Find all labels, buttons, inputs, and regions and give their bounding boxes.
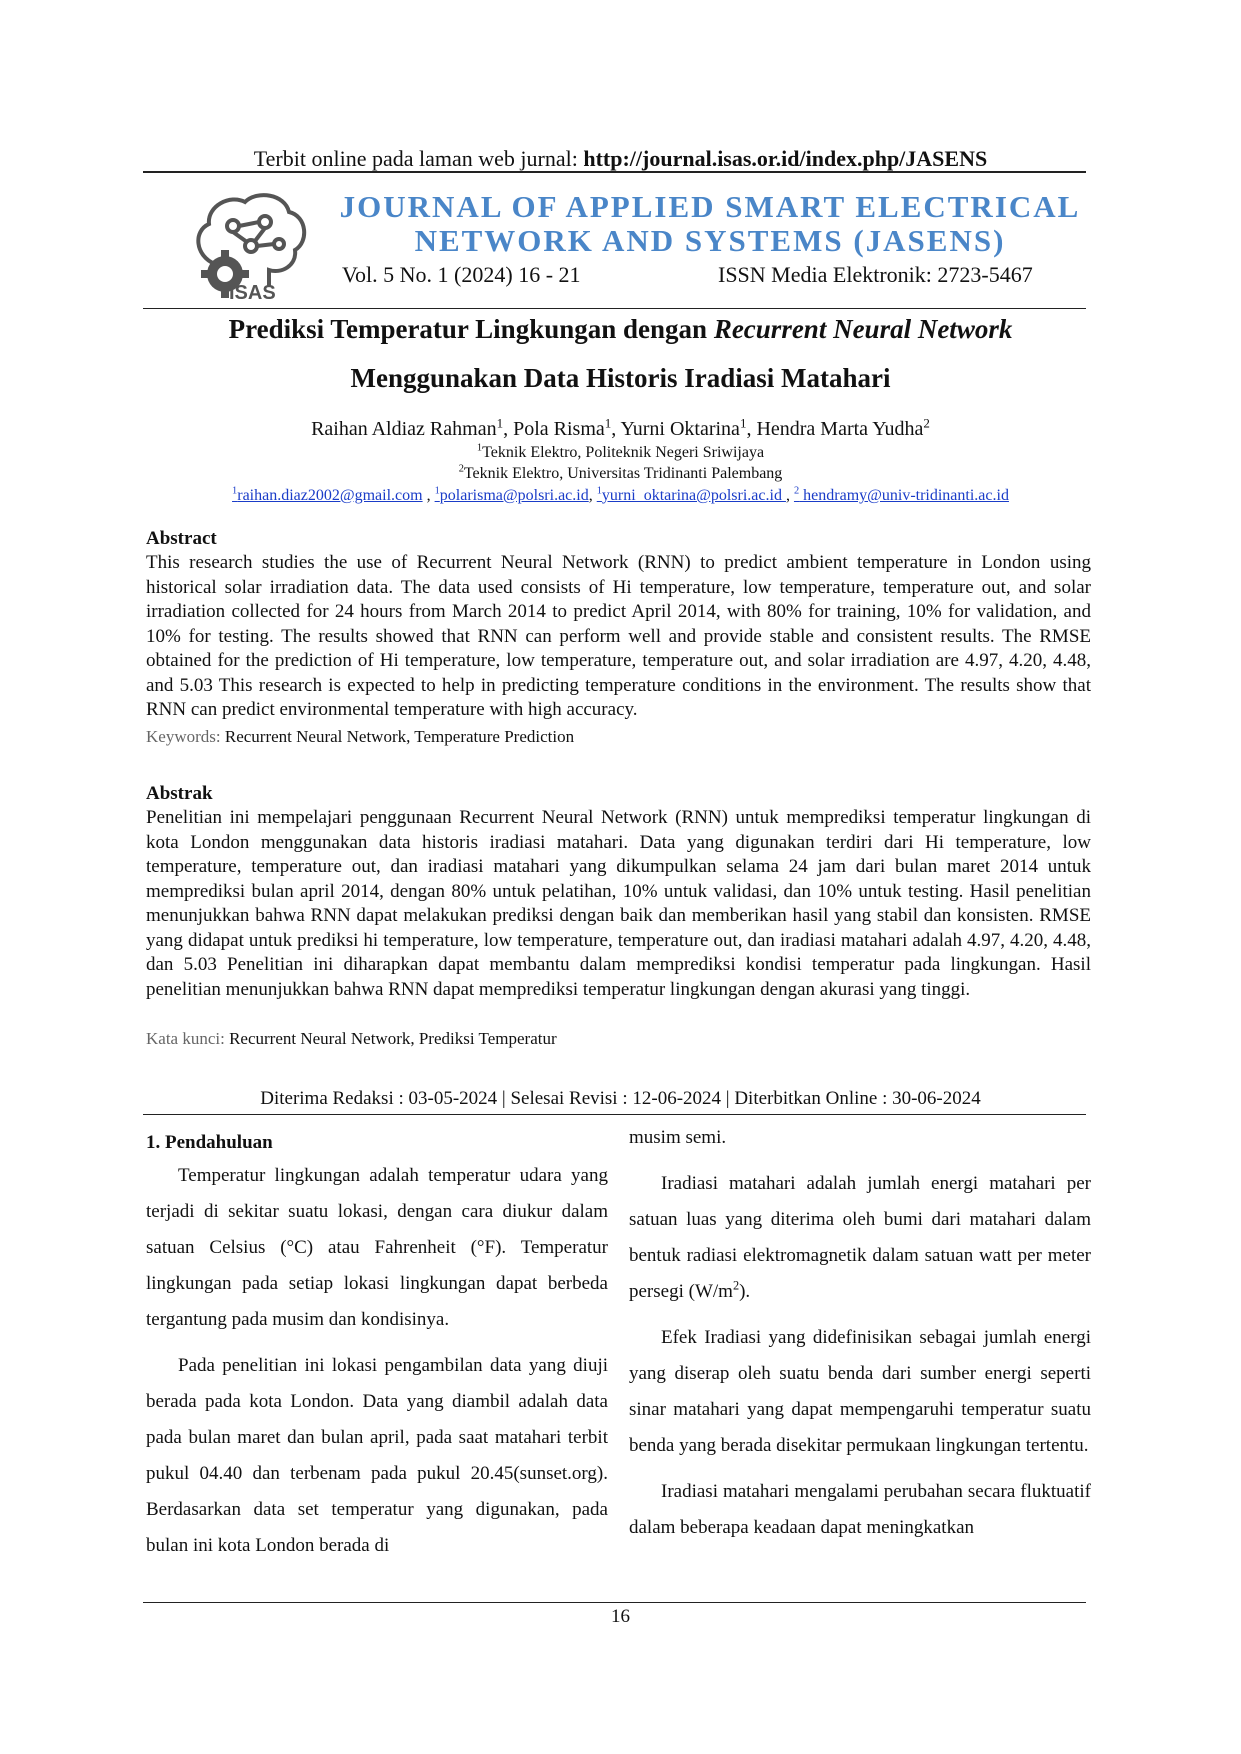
email-link[interactable] [794,487,1009,504]
affiliation-text: Teknik Elektro, Universitas Tridinanti Palembang [463,465,783,482]
paper-title-line1 [0,314,1241,345]
footer-rule [143,1602,1086,1603]
section-heading: 1. Pendahuluan [146,1132,273,1153]
journal-url[interactable]: http://journal.isas.or.id/index.php/JASENS [583,146,988,171]
logo-text: ISAS [229,282,276,304]
body-paragraph: Efek Iradiasi yang didefinisikan sebagai jumlah energi yang diserap oleh suatu benda dari sumber energi seperti sinar matahari yang dapat mempengaruhi temperatur suatu benda yang berada disekitar permukaan lingkungan tertentu. [629,1327,1091,1456]
body-paragraph [629,1166,1091,1310]
affiliation-text: Teknik Elektro, Politeknik Negeri Sriwijaya [482,444,765,461]
email-text: polarisma@polsri.ac.id [439,487,589,504]
masthead-rule [143,308,1086,309]
journal-title-line2: NETWORK AND SYSTEMS (JASENS) [414,223,1006,258]
paper-title-line2: Menggunakan Data Historis Iradiasi Matahari [350,363,891,393]
email-link[interactable] [435,487,589,504]
body-paragraph: Iradiasi matahari mengalami perubahan secara fluktuatif dalam beberapa keadaan dapat meningkatkan [629,1481,1091,1538]
email-sup: 2 [793,485,800,497]
keywords [146,727,574,747]
paper-title-plain: Prediksi Temperatur Lingkungan dengan [228,314,714,344]
affiliation-2 [0,465,1241,483]
abstrak-body: Penelitian ini mempelajari penggunaan Recurrent Neural Network (RNN) untuk memprediksi temperatur lingkungan di kota London menggunakan data historis iradiasi matahari. Data yang digunakan terdiri dari Hi temperature, low temperature, temperature out, dan iradiasi matahari yang dikumpulkan selama 24 jam dari bulan maret 2014 untuk memprediksi bulan april 2014, dengan 80% untuk pelatihan, 10% untuk validasi, dan 10% untuk testing. Hasil penelitian menunjukkan bahwa RNN dapat melakukan prediksi dengan baik dan memberikan hasil yang stabil dan konsisten. RMSE yang didapat untuk prediksi hi temperature, low temperature, temperature out, dan iradiasi matahari adalah 4.97, 4.20, 4.48, dan 5.03 Penelitian ini diharapkan dapat membantu dalam memprediksi kondisi temperatur pada lingkungan. Hasil penelitian menunjukkan bahwa RNN dapat memprediksi temperatur lingkungan dengan akurasi yang tinggi. [146,807,1091,1000]
author-sup: 1 [604,415,612,431]
email-separator: , [785,487,794,504]
email-sup: 1 [232,485,238,497]
email-sup: 1 [596,485,602,497]
paper-title-italic: Recurrent Neural Network [713,314,1013,344]
dates-rule [143,1114,1086,1115]
header-rule [143,171,1086,173]
author-name: Raihan Aldiaz Rahman [311,418,497,440]
paragraph-text: ). [739,1281,751,1302]
kata-kunci-text: Recurrent Neural Network, Prediksi Temperatur [229,1029,557,1048]
volume-info: Vol. 5 No. 1 (2024) 16 - 21 [342,262,581,287]
email-link[interactable] [597,487,786,504]
author-name: Yurni Oktarina [620,418,740,440]
author-name: Hendra Marta Yudha [756,418,924,440]
email-link[interactable] [232,487,423,504]
author-sup: 2 [923,415,930,431]
publication-dates: Diterima Redaksi : 03-05-2024 | Selesai Revisi : 12-06-2024 | Diterbitkan Online : 30-06-2024 [260,1088,981,1109]
author-name: Pola Risma [513,418,605,440]
journal-url-line [0,146,1241,172]
isas-logo [185,186,317,308]
email-text: raihan.diaz2002@gmail.com [237,487,423,504]
left-column [146,1158,608,1564]
affiliation-1 [0,444,1241,462]
paragraph-text: Iradiasi matahari adalah jumlah energi matahari per satuan luas yang diterima oleh bumi dari matahari dalam bentuk radiasi elektromagnetik dalam satuan watt per meter persegi (W/m [629,1173,1091,1302]
body-paragraph: Temperatur lingkungan adalah temperatur udara yang terjadi di sekitar suatu lokasi, dengan cara diukur dalam satuan Celsius (°C) atau Fahrenheit (°F). Temperatur lingkungan pada setiap lokasi lingkungan dapat berbeda tergantung pada musim dan kondisinya. [146,1165,608,1330]
superscript: 2 [732,1278,740,1293]
abstrak-heading: Abstrak [146,783,213,804]
online-prefix: Terbit online pada laman web jurnal: [253,146,584,171]
email-text: hendramy@univ-tridinanti.ac.id [799,487,1009,504]
author-sup: 1 [739,415,747,431]
journal-title [330,190,1090,258]
journal-title-line1: JOURNAL OF APPLIED SMART ELECTRICAL [339,189,1081,224]
affiliation-sup: 2 [458,463,464,475]
body-paragraph: musim semi. [629,1127,727,1148]
abstract-heading: Abstract [146,528,217,549]
keywords-text: Recurrent Neural Network, Temperature Prediction [224,727,575,746]
email-list [0,487,1241,505]
affiliation-sup: 1 [476,442,483,454]
email-sup: 1 [434,485,440,497]
author-list: Raihan Aldiaz Rahman$^1$, Pola Risma$^1$, Yurni Oktarina$^1$, Hendra Marta Yudha$^2$ [311,415,930,440]
body-paragraph: Pada penelitian ini lokasi pengambilan data yang diuji berada pada kota London. Data yang diambil adalah data pada bulan maret dan bulan april, pada saat matahari terbit pukul 04.40 dan terbenam pada pukul 20.45(sunset.org). Berdasarkan data set temperatur yang digunakan, pada bulan ini kota London berada di [146,1355,608,1556]
kata-kunci-label: Kata kunci: [146,1029,230,1048]
email-text: yurni_oktarina@polsri.ac.id [601,487,786,504]
author-sup: 1 [496,415,504,431]
right-column [629,1120,1091,1546]
keywords-label: Keywords: [146,727,225,746]
issn-info: ISSN Media Elektronik: 2723-5467 [718,262,1033,287]
email-separator: , [588,487,597,504]
kata-kunci [146,1029,557,1049]
abstract-body: This research studies the use of Recurrent Neural Network (RNN) to predict ambient temperature in London using historical solar irradiation data. The data used consists of Hi temperature, low temperature, temperature out, and solar irradiation collected for 24 hours from March 2014 to predict April 2014, with 80% for training, 10% for validation, and 10% for testing. The results showed that RNN can perform well and provide stable and consistent results. The RMSE obtained for the prediction of Hi temperature, low temperature, temperature out, and solar irradiation are 4.97, 4.20, 4.48, and 5.03 This research is expected to help in predicting temperature conditions in the environment. The results show that RNN can predict environmental temperature with high accuracy. [146,552,1091,720]
email-separator: , [422,487,435,504]
page-number: 16 [611,1606,630,1627]
